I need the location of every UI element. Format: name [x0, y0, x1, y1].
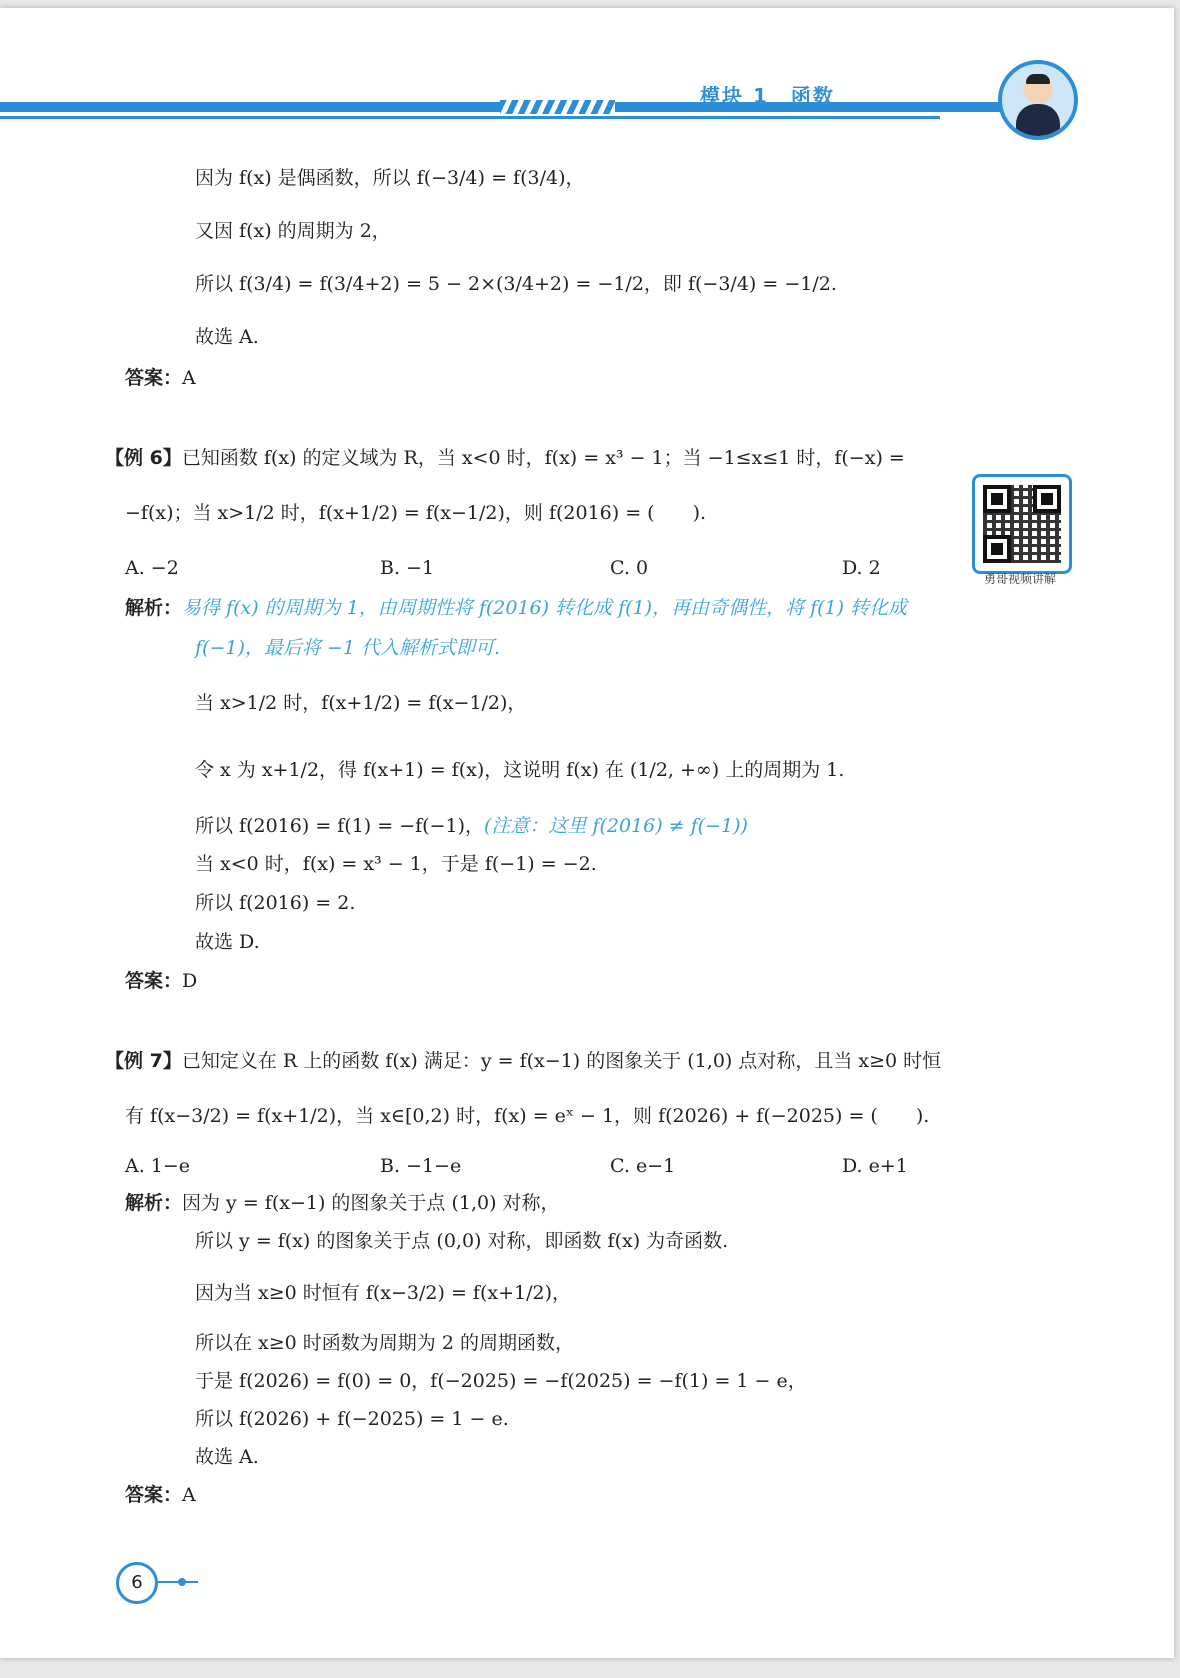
- solution-line: 所以 f(3/4) = f(3/4+2) = 5 − 2×(3/4+2) = −1/2，即 f(−3/4) = −1/2.: [195, 273, 837, 295]
- solution-line: 所以 f(2026) + f(−2025) = 1 − e.: [195, 1408, 509, 1430]
- question-text: −f(x)；当 x>1/2 时，f(x+1/2) = f(x−1/2)，则 f(2016) = ( ).: [125, 502, 707, 524]
- header-rule: [0, 116, 940, 119]
- module-title: 模块 1 函数: [700, 84, 835, 108]
- option-b: B. −1: [380, 557, 435, 579]
- solution-line: 所以 y = f(x) 的图象关于点 (0,0) 对称，即函数 f(x) 为奇函数.: [195, 1230, 729, 1252]
- example-6-question: [105, 438, 905, 478]
- analysis-note: 易得 f(x) 的周期为 1，由周期性将 f(2016) 转化成 f(1)，再由奇偶性，将 f(1) 转化成: [182, 597, 908, 619]
- solution-line: 当 x>1/2 时，f(x+1/2) = f(x−1/2)，: [195, 692, 527, 714]
- solution-line: 所以 f(2016) = 2.: [195, 892, 356, 914]
- analysis-line: [125, 593, 907, 623]
- option-a: A. 1−e: [125, 1155, 191, 1177]
- answer-label: 答案：: [125, 367, 183, 389]
- solution-line: 又因 f(x) 的周期为 2，: [195, 220, 391, 242]
- solution-line: 故选 A.: [195, 1446, 259, 1468]
- answer-value: A: [182, 367, 196, 389]
- solution-line: 所以在 x≥0 时函数为周期为 2 的周期函数，: [195, 1332, 574, 1354]
- option-b: B. −1−e: [380, 1155, 462, 1177]
- answer-line: [125, 966, 197, 996]
- author-avatar: [998, 60, 1078, 140]
- analysis-line: 解析：因为 y = f(x−1) 的图象关于点 (1,0) 对称，: [125, 1192, 560, 1214]
- example-6-label: 【例 6】: [105, 447, 182, 469]
- option-d: D. e+1: [842, 1155, 908, 1177]
- solution-line: 因为 f(x) 是偶函数，所以 f(−3/4) = f(3/4)，: [195, 167, 585, 189]
- solution-line: 故选 A.: [195, 326, 259, 348]
- option-c: C. 0: [610, 557, 649, 579]
- qr-caption: 勇哥视频讲解: [983, 572, 1056, 586]
- header-stripes: [500, 100, 615, 114]
- analysis-label: 解析：: [125, 597, 183, 619]
- analysis-label: 解析：: [125, 1192, 183, 1214]
- solution-line: 当 x<0 时，f(x) = x³ − 1，于是 f(−1) = −2.: [195, 853, 597, 875]
- question-text: 已知定义在 R 上的函数 f(x) 满足：y = f(x−1) 的图象关于 (1,0) 点对称，且当 x≥0 时恒: [181, 1050, 942, 1072]
- option-a: A. −2: [125, 557, 179, 579]
- answer-value: A: [182, 1484, 196, 1506]
- example-7-question: [105, 1041, 941, 1081]
- answer-value: D: [182, 970, 198, 992]
- solution-line: 因为当 x≥0 时恒有 f(x−3/2) = f(x+1/2)，: [195, 1282, 571, 1304]
- solution-line: 故选 D.: [195, 931, 260, 953]
- solution-line: 所以 f(2016) = f(1) = −f(−1)，(注意：这里 f(2016) ≠ f(−1)): [195, 815, 748, 837]
- option-c: C. e−1: [610, 1155, 676, 1177]
- question-text: 已知函数 f(x) 的定义域为 R，当 x<0 时，f(x) = x³ − 1；当 −1≤x≤1 时，f(−x) =: [181, 447, 905, 469]
- page-number-dot: [178, 1578, 186, 1586]
- answer-line: [125, 1480, 196, 1510]
- solution-line: 令 x 为 x+1/2，得 f(x+1) = f(x)，这说明 f(x) 在 (1/2, +∞) 上的周期为 1.: [195, 759, 845, 781]
- option-d: D. 2: [842, 557, 881, 579]
- answer-line: [125, 358, 196, 398]
- example-7-label: 【例 7】: [105, 1050, 182, 1072]
- answer-label: 答案：: [125, 970, 183, 992]
- answer-label: 答案：: [125, 1484, 183, 1506]
- question-text: 有 f(x−3/2) = f(x+1/2)，当 x∈[0,2) 时，f(x) = eˣ − 1，则 f(2026) + f(−2025) = ( ).: [125, 1105, 930, 1127]
- document-page: [0, 8, 1174, 1658]
- note-text: (注意：这里 f(2016) ≠ f(−1)): [483, 815, 748, 837]
- page-number: 6: [116, 1562, 158, 1604]
- qr-code-icon[interactable]: [972, 474, 1072, 574]
- analysis-note: f(−1)，最后将 −1 代入解析式即可.: [195, 637, 500, 659]
- solution-line: 于是 f(2026) = f(0) = 0，f(−2025) = −f(2025) = −f(1) = 1 − e，: [195, 1370, 807, 1392]
